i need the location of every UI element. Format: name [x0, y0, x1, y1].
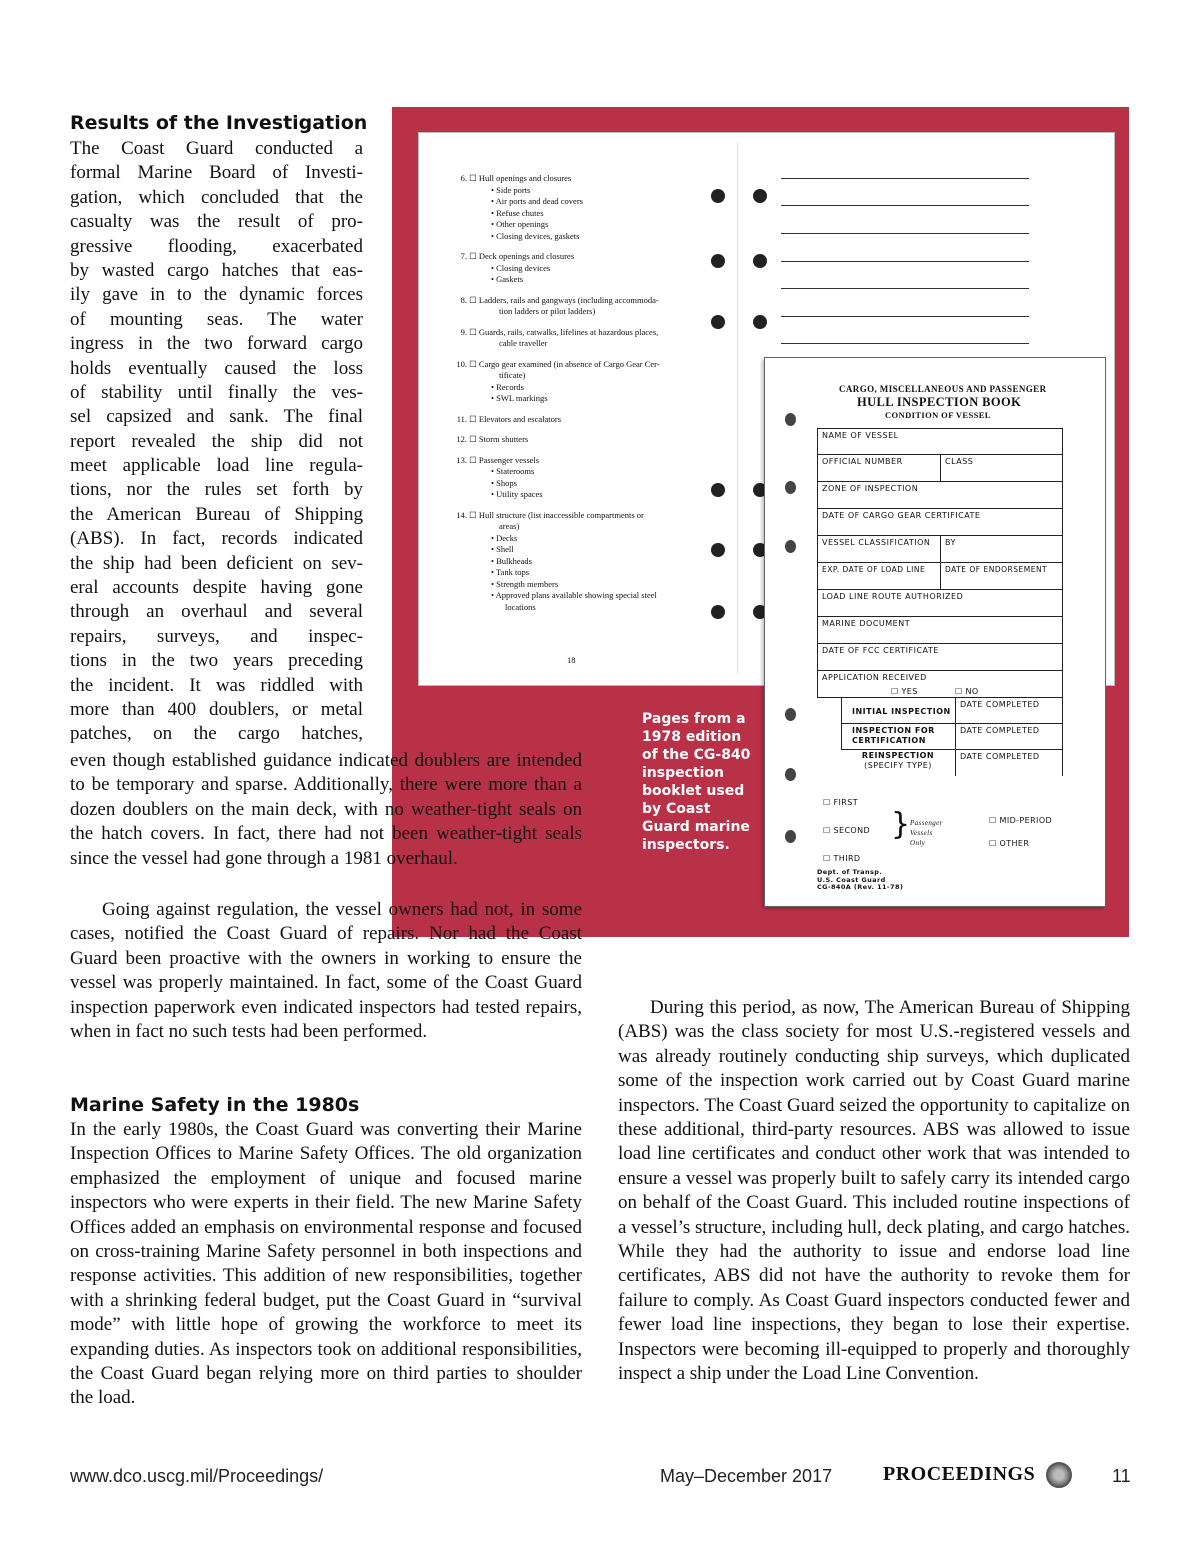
narrow-line: of mounting seas. The water — [70, 308, 363, 330]
field-reinspection: REINSPECTION (SPECIFY TYPE) — [861, 751, 935, 770]
narrow-line: by wasted cargo hatches that eas- — [70, 259, 363, 281]
sub-item: • Strength members — [491, 578, 559, 589]
sub-item: • Shops — [491, 477, 517, 488]
field-official-number: OFFICIAL NUMBER — [817, 454, 941, 482]
field-zone: ZONE OF INSPECTION — [817, 481, 1063, 509]
binder-hole — [785, 413, 796, 426]
checkbox-first: ☐ FIRST — [823, 798, 858, 807]
right-column-paragraph: During this period, as now, The American Bureau of Shipping (ABS) was the class society for most U.S.-registered vessels and was already routinely conducting ship surveys, which duplicated some of the inspection work carried out by Coast Guard marine inspectors. The Coast Guard seized the opportunity to capitalize on these additional, third-party resources. ABS was allowed to issue load line certificates and conduct other work that was intended to ensure a vessel was properly built to safely carry its intended cargo on behalf of the Coast Guard. This included routine inspections of a vessel’s structure, including hull, deck plating, and cargo hatches. While they had the authority to issue and endorse load line certificates, ABS did not have the authority to revoke them for failure to comply. As Coast Guard inspectors conducted fewer and fewer load line inspections, they began to lose their expertise. Inspectors were becoming ill-equipped to properly and thoroughly inspect a ship under the Load Line Convention. — [618, 997, 1130, 1385]
booklet-page-number: 18 — [567, 655, 576, 665]
item-title: Ladders, rails and gangways (including accommoda- — [478, 294, 659, 305]
item-number: 9. — [460, 326, 467, 337]
section-heading-marine-safety: Marine Safety in the 1980s — [70, 1094, 360, 1116]
sub-item: • Closing devices — [491, 262, 551, 273]
field-class: CLASS — [940, 454, 1063, 482]
footer-url[interactable]: www.dco.uscg.mil/Proceedings/ — [70, 1466, 324, 1486]
checklist-item — [451, 173, 711, 242]
write-line — [781, 316, 1029, 317]
sub-item: • Air ports and dead covers — [491, 196, 583, 206]
item-title-continued: areas) — [499, 521, 520, 531]
checklist-item — [451, 414, 711, 426]
sub-item: • SWL markings — [491, 393, 548, 403]
checklist-item — [451, 455, 711, 501]
narrow-line: sel capsized and sank. The final — [70, 406, 363, 428]
item-title: Guards, rails, catwalks, lifelines at hazardous places, — [478, 326, 659, 337]
binder-hole — [785, 540, 796, 553]
form-dept-info: Dept. of Transp. U.S. Coast Guard CG-840A (Rev. 11-78) — [817, 868, 904, 891]
item-title-continued: tion ladders or pilot ladders) — [499, 306, 596, 316]
binder-hole — [785, 481, 796, 494]
checkbox-icon: ☐ — [469, 413, 477, 424]
sub-item: • Shell — [491, 544, 514, 554]
checkbox-icon: ☐ — [469, 173, 477, 183]
narrow-line: eral accounts despite having gone — [70, 577, 363, 599]
item-number: 14. — [456, 509, 467, 520]
narrow-line: more than 400 doublers, or metal — [70, 698, 363, 720]
checklist-item — [451, 510, 711, 614]
checkbox-icon: ☐ — [469, 454, 477, 465]
field-by: BY — [940, 535, 1063, 563]
sub-item: • Side ports — [491, 184, 531, 195]
form-title-2: HULL INSPECTION BOOK — [857, 395, 1022, 409]
write-line — [781, 178, 1029, 179]
form-title-1: CARGO, MISCELLANEOUS AND PASSENGER — [839, 384, 1047, 394]
field-application-received: APPLICATION RECEIVED — [817, 670, 1063, 698]
narrow-line: gressive flooding, exacerbated — [70, 235, 363, 257]
narrow-line: gation, which concluded that the — [70, 186, 363, 208]
narrow-line: through an overhaul and several — [70, 601, 363, 623]
item-title-continued: cable traveller — [499, 338, 548, 348]
section-heading-results: Results of the Investigation — [70, 112, 368, 134]
item-number: 7. — [460, 251, 467, 261]
item-number: 10. — [456, 358, 467, 369]
write-line — [781, 288, 1029, 289]
narrow-line: patches, on the cargo hatches, — [70, 723, 363, 745]
item-title: Deck openings and closures — [478, 251, 575, 261]
item-title-continued: tificate) — [499, 370, 526, 380]
sub-item: • Approved plans available showing special steel — [491, 590, 657, 600]
narrow-line: holds eventually caused the loss — [70, 357, 363, 379]
field-cargo-gear: DATE OF CARGO GEAR CERTIFICATE — [817, 508, 1063, 536]
binder-hole — [753, 315, 767, 329]
binder-hole — [711, 254, 725, 268]
item-title: Passenger vessels — [478, 454, 540, 465]
item-title: Hull openings and closures — [478, 173, 572, 183]
item-title: Storm shutters — [478, 434, 529, 444]
narrow-line: report revealed the ship did not — [70, 430, 363, 452]
binder-hole — [785, 708, 796, 721]
item-title: Hull structure (list inaccessible compartments or — [478, 509, 644, 520]
sub-item: locations — [505, 601, 536, 612]
sub-item: • Bulkheads — [491, 555, 532, 566]
checkbox-icon: ☐ — [469, 326, 477, 337]
item-number: 8. — [460, 294, 467, 305]
sub-item: • Decks — [491, 532, 518, 543]
sub-item: • Staterooms — [491, 466, 535, 476]
binder-hole — [711, 483, 725, 497]
checklist-item — [451, 295, 711, 318]
narrow-line: repairs, surveys, and inspec- — [70, 625, 363, 647]
narrow-line: the incident. It was riddled with — [70, 674, 363, 696]
checkbox-yes: ☐ YES — [891, 687, 918, 696]
binder-hole — [711, 189, 725, 203]
checkbox-icon: ☐ — [469, 294, 477, 305]
field-inspection-certification: INSPECTION FOR CERTIFICATION — [841, 723, 955, 750]
results-paragraph-continued: even though established guidance indicated doublers are intended to be temporary and sparse. Additionally, there were more than a dozen doublers on the main deck, with no weather-tight seals on the hatch covers. In fact, there had not been weather-tight seals since the vessel had gone through a 1981 overhaul. — [70, 750, 582, 869]
narrow-line: of stability until finally the ves- — [70, 381, 363, 403]
checklist-item — [451, 327, 711, 350]
item-number: 12. — [456, 434, 467, 444]
footer-magazine: PROCEEDINGS — [883, 1463, 1036, 1485]
results-paragraph-2: Going against regulation, the vessel owners had not, in some cases, notified the Coast Guard of repairs. Nor had the Coast Guard been proactive with the owners in working to ensure the vessel was properly maintained. In fact, some of the Coast Guard inspection paperwork even indicated inspectors had tested repairs, when in fact no such tests had been performed. — [70, 899, 582, 1043]
marine-safety-paragraph: In the early 1980s, the Coast Guard was converting their Marine Inspection Offices to Marine Safety Offices. The old organization emphasized the employment of unique and focused marine inspectors who were experts in their field. The new Marine Safety Offices added an emphasis on environmental response and focused on cross-training Marine Safety personnel in both inspections and response activities. This addition of new responsibilities, together with a shrinking federal budget, put the Coast Guard in “survival mode” with little hope of growing the workforce to meet its expanding duties. As inspectors took on additional responsibilities, the Coast Guard began relying more on third parties to shoulder the load. — [70, 1119, 582, 1409]
page-fold — [737, 143, 738, 673]
checkbox-no: ☐ NO — [955, 687, 979, 696]
checklist-item — [451, 359, 711, 405]
item-number: 11. — [456, 413, 467, 424]
narrow-line: (ABS). In fact, records indicated — [70, 528, 363, 550]
sub-item: • Closing devices, gaskets — [491, 230, 580, 241]
sub-item: • Records — [491, 381, 524, 392]
field-marine-document: MARINE DOCUMENT — [817, 616, 1063, 644]
binder-hole — [753, 189, 767, 203]
field-name-of-vessel: NAME OF VESSEL — [817, 428, 1063, 455]
checkbox-icon: ☐ — [469, 434, 477, 444]
checkbox-other: ☐ OTHER — [989, 839, 1030, 848]
checkbox-third: ☐ THIRD — [823, 854, 861, 863]
narrow-line: The Coast Guard conducted a — [70, 138, 363, 159]
field-date-completed-1: DATE COMPLETED — [955, 697, 1063, 724]
narrow-line: formal Marine Board of Investi- — [70, 162, 363, 184]
passenger-vessels-note: Passenger Vessels Only — [910, 819, 943, 847]
field-exp-load-line: EXP. DATE OF LOAD LINE — [817, 562, 941, 590]
narrow-line: ingress in the two forward cargo — [70, 333, 363, 355]
write-line — [781, 205, 1029, 206]
checkbox-icon: ☐ — [469, 509, 477, 520]
write-line — [781, 261, 1029, 262]
footer-date: May–December 2017 — [660, 1466, 833, 1486]
field-load-line-route: LOAD LINE ROUTE AUTHORIZED — [817, 589, 1063, 617]
sub-item: • Other openings — [491, 219, 549, 229]
narrow-line: tions, nor the rules set forth by — [70, 479, 363, 501]
hull-inspection-form — [764, 357, 1106, 907]
checkbox-icon: ☐ — [469, 358, 477, 369]
sub-item: • Utility spaces — [491, 489, 543, 499]
field-date-completed-3: DATE COMPLETED — [955, 749, 1063, 776]
results-paragraph-narrow — [70, 137, 363, 747]
item-title: Elevators and escalators — [478, 413, 562, 424]
field-fcc: DATE OF FCC CERTIFICATE — [817, 643, 1063, 671]
binder-hole — [711, 605, 725, 619]
checkbox-mid-period: ☐ MID-PERIOD — [989, 816, 1053, 825]
narrow-line: meet applicable load line regula- — [70, 455, 363, 477]
checklist-item — [451, 251, 711, 286]
coast-guard-seal-icon — [1046, 1462, 1072, 1488]
narrow-line: casualty was the result of pro- — [70, 211, 363, 233]
item-number: 13. — [456, 454, 467, 465]
sub-item: • Refuse chutes — [491, 207, 544, 218]
sub-item: • Gaskets — [491, 274, 524, 284]
narrow-line: tions in the two years preceding — [70, 650, 363, 672]
field-endorsement: DATE OF ENDORSEMENT — [940, 562, 1063, 590]
checkbox-icon: ☐ — [469, 251, 477, 261]
checkbox-second: ☐ SECOND — [823, 826, 871, 835]
field-vessel-classification: VESSEL CLASSIFICATION — [817, 535, 941, 563]
binder-hole — [711, 543, 725, 557]
binder-hole — [711, 315, 725, 329]
field-date-completed-2: DATE COMPLETED — [955, 723, 1063, 750]
footer-page-number: 11 — [1112, 1466, 1131, 1486]
sub-item: • Tank tops — [491, 567, 530, 577]
form-title-3: CONDITION OF VESSEL — [885, 410, 991, 420]
narrow-line: the American Bureau of Shipping — [70, 503, 363, 525]
narrow-line: ily gave in to the dynamic forces — [70, 284, 363, 306]
checklist-item — [451, 434, 711, 446]
write-line — [781, 343, 1029, 344]
write-line — [781, 233, 1029, 234]
narrow-line: the ship had been deficient on sev- — [70, 552, 363, 574]
item-title: Cargo gear examined (in absence of Cargo Gear Cer- — [478, 358, 660, 369]
figure-caption: Pages from a 1978 edition of the CG-840 inspection booklet used by Coast Guard marine inspectors. — [642, 711, 751, 853]
inspection-checklist — [451, 173, 711, 622]
binder-hole — [785, 768, 796, 781]
item-number: 6. — [460, 173, 467, 183]
field-initial-inspection: INITIAL INSPECTION — [841, 697, 955, 724]
binder-hole — [753, 254, 767, 268]
binder-hole — [785, 830, 796, 843]
brace: } — [891, 807, 911, 842]
